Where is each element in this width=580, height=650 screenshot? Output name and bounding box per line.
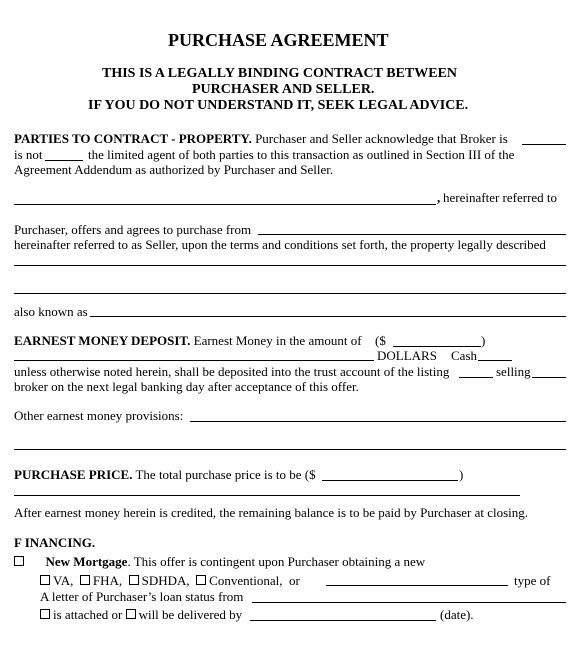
purchaser-name-field[interactable]: [14, 204, 436, 205]
earnest-paren-open: ($: [375, 333, 386, 348]
attached-row: [40, 607, 242, 622]
cash-field[interactable]: [478, 360, 512, 361]
price-line-1: [14, 467, 316, 482]
financing-heading: F INANCING.: [14, 535, 96, 550]
sdhda-label: SDHDA,: [141, 573, 190, 588]
parties-line-1: [14, 131, 508, 146]
sdhda-checkbox[interactable]: [129, 575, 139, 585]
fha-checkbox[interactable]: [80, 575, 90, 585]
selling-field[interactable]: [532, 377, 566, 378]
conventional-label: Conventional,: [209, 573, 283, 588]
earnest-amount-field[interactable]: [393, 346, 481, 347]
also-known-as-label: also known as: [14, 304, 88, 319]
subtitle-line-1: THIS IS A LEGALLY BINDING CONTRACT BETWEEN: [102, 66, 458, 81]
new-mortgage-row: [14, 554, 425, 569]
purchase-price-field[interactable]: [322, 480, 458, 481]
seller-line: hereinafter referred to as Seller, upon the terms and conditions set forth, the property legally described: [14, 237, 546, 252]
delivered-checkbox[interactable]: [126, 609, 136, 619]
other-loan-type-field[interactable]: [326, 585, 508, 586]
selling-label: selling: [496, 364, 531, 379]
letter-label: A letter of Purchaser’s loan status from: [40, 589, 244, 604]
balance-line: After earnest money herein is credited, the remaining balance is to be paid by Purchaser at closing.: [14, 505, 529, 520]
parties-heading: PARTIES TO CONTRACT - PROPERTY.: [14, 131, 252, 146]
also-known-as-field[interactable]: [90, 316, 566, 317]
purchaser-offers-line: Purchaser, offers and agrees to purchase from: [14, 222, 252, 237]
broker-is-not-field[interactable]: [45, 160, 83, 161]
parties-line-1-text: Purchaser and Seller acknowledge that Broker is: [255, 131, 508, 146]
fha-label: FHA,: [92, 573, 123, 588]
dollars-label: DOLLARS: [377, 348, 437, 363]
attached-label: is attached or: [53, 607, 123, 622]
price-heading: PURCHASE PRICE.: [14, 467, 133, 482]
purchase-price-written-field[interactable]: [14, 495, 520, 496]
comma: ,: [437, 190, 441, 205]
other-provisions-label: Other earnest money provisions:: [14, 408, 184, 423]
new-mortgage-checkbox[interactable]: [14, 556, 24, 566]
va-label: VA,: [53, 573, 74, 588]
parties-line-3: Agreement Addendum as authorized by Purchaser and Seller.: [14, 162, 334, 177]
type-of-label: type of: [514, 573, 551, 588]
earnest-heading: EARNEST MONEY DEPOSIT.: [14, 333, 191, 348]
legal-description-field-1[interactable]: [14, 265, 566, 266]
date-label: (date).: [440, 607, 474, 622]
cash-label: Cash: [451, 348, 477, 363]
page-title: PURCHASE AGREEMENT: [168, 30, 389, 50]
earnest-line-1-text: Earnest Money in the amount of: [193, 333, 362, 348]
earnest-paren-close: ): [481, 333, 486, 348]
subtitle-line-3: IF YOU DO NOT UNDERSTAND IT, SEEK LEGAL ADVICE.: [88, 98, 469, 113]
listing-field[interactable]: [459, 377, 493, 378]
new-mortgage-label: New Mortgage: [45, 554, 128, 569]
delivered-label: will be delivered by: [138, 607, 243, 622]
earnest-line-4: broker on the next legal banking day after acceptance of this offer.: [14, 379, 359, 394]
earnest-written-field[interactable]: [14, 360, 374, 361]
subtitle-line-2: PURCHASER AND SELLER.: [192, 82, 375, 97]
hereinafter-referred: hereinafter referred to: [443, 190, 558, 205]
earnest-line-3: unless otherwise noted herein, shall be deposited into the trust account of the listing: [14, 364, 450, 379]
attached-checkbox[interactable]: [40, 609, 50, 619]
loan-status-from-field[interactable]: [252, 602, 566, 603]
broker-is-field[interactable]: [522, 144, 566, 145]
earnest-line-1: [14, 333, 362, 348]
parties-is-not: is not: [14, 147, 43, 162]
other-provisions-field-1[interactable]: [190, 421, 566, 422]
loan-types-row: [40, 573, 300, 588]
contingent-text: . This offer is contingent upon Purchaser obtaining a new: [127, 554, 426, 569]
legal-description-field-2[interactable]: [14, 293, 566, 294]
delivery-date-field[interactable]: [250, 620, 436, 621]
seller-name-field[interactable]: [258, 234, 566, 235]
conventional-checkbox[interactable]: [196, 575, 206, 585]
price-line-1-text: The total purchase price is to be ($: [135, 467, 316, 482]
parties-line-2-text: the limited agent of both parties to this transaction as outlined in Section III of the: [88, 147, 515, 162]
other-provisions-field-2[interactable]: [14, 449, 566, 450]
or-label: or: [288, 573, 300, 588]
price-paren-close: ): [459, 467, 464, 482]
va-checkbox[interactable]: [40, 575, 50, 585]
